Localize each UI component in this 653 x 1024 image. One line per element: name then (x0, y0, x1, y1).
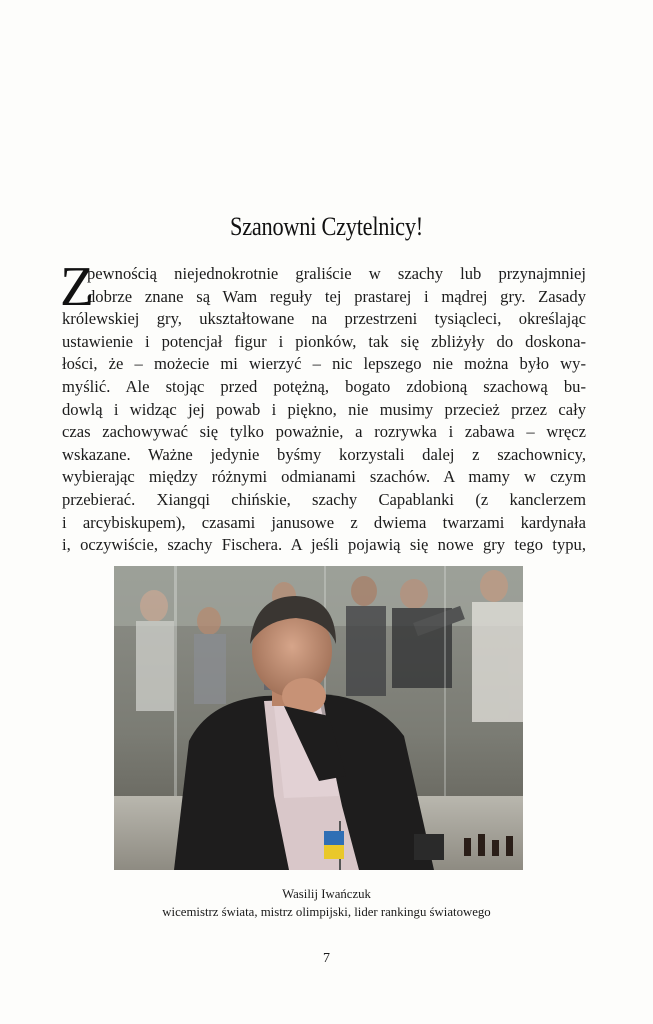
text-line: przebierać. Xiangqi chińskie, szachy Capablanki (z kanclerzem (62, 489, 586, 509)
text-line: i, oczywiście, szachy Fischera. A jeśli pojawią się nowe gry tego typu, (62, 535, 586, 555)
chess-player-photo (114, 566, 523, 870)
text-line: myślić. Ale stojąc przed potężną, bogato zdobioną szachową bu- (62, 376, 586, 396)
caption-description: wicemistrz świata, mistrz olimpijski, lider rankingu światowego (162, 905, 491, 919)
page-title: Szanowni Czytelnicy! (230, 212, 423, 241)
text-line: wskazane. Ważne jedynie byśmy korzystali dalej z szachownicy, (62, 444, 586, 464)
text-line: królewskiej gry, ukształtowane na przestrzeni tysiącleci, określając (62, 309, 586, 329)
text-line: dobrze znane są Wam reguły tej prastarej i mądrej gry. Zasady (87, 286, 586, 306)
text-line: czas zachowywać się tylko poważnie, a rozrywka i zabawa – wręcz (62, 422, 586, 442)
photo-caption (0, 885, 653, 921)
text-line: dowlą i widząc jej powab i piękno, nie musimy przecież przez cały (62, 399, 586, 419)
body-paragraph (60, 256, 586, 557)
page-number: 7 (323, 951, 330, 966)
caption-name: Wasilij Iwańczuk (282, 887, 371, 901)
text-line: i arcybiskupem), czasami janusowe z dwiema twarzami kardynała (62, 512, 586, 532)
drop-cap: Z (60, 256, 95, 318)
text-line: łości, że – możecie mi wierzyć – nic lepszego nie można było wy- (62, 354, 586, 374)
text-line: pewnością niejednokrotnie graliście w szachy lub przynajmniej (87, 264, 586, 283)
text-line: wybierając między różnymi odmianami szachów. A mamy w czym (62, 467, 586, 487)
text-line: ustawienie i potencjał figur i pionków, tak się zbliżyły do doskona- (62, 331, 586, 351)
